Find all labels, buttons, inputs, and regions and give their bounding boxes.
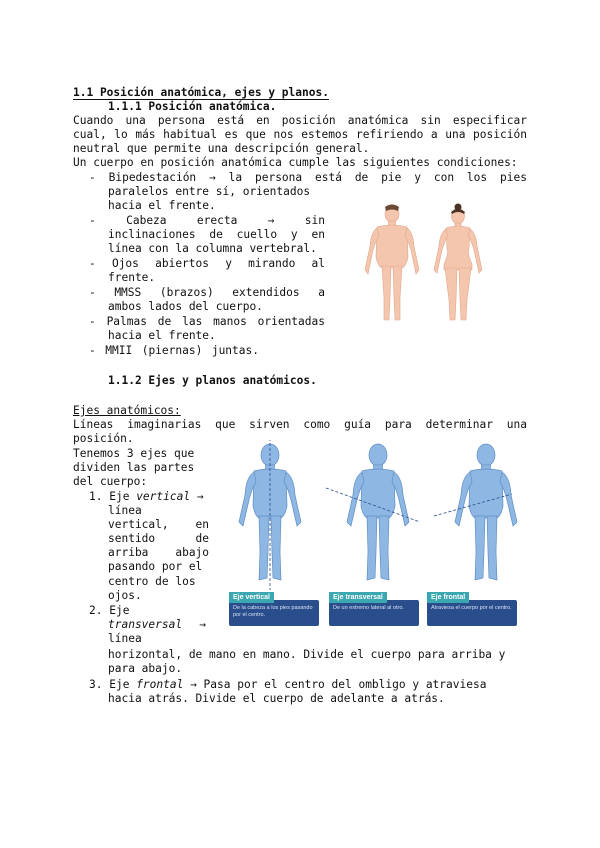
- tab-eje-frontal: Eje frontal: [427, 592, 469, 603]
- bullet-3-line-1-word: y: [225, 257, 232, 270]
- bullet-3-line-1-word: mirando: [248, 257, 296, 270]
- female-figure-icon: [418, 202, 498, 327]
- ejes-line-1-word: como: [303, 418, 331, 431]
- bullet-5-line-1-word: orientadas: [257, 315, 325, 328]
- intro-line-2-word: que: [245, 128, 266, 141]
- bullet-3-line-1: [89, 257, 325, 271]
- item-2-line-4: horizontal, de mano en mano. Divide el cuerpo para arriba y: [108, 648, 506, 661]
- intro-line-2-word: estemos: [301, 128, 349, 141]
- intro-line-1-word: Cuando: [73, 114, 114, 127]
- intro-line-1-word: en: [256, 114, 270, 127]
- bullet-1-line-2: paralelos entre sí, orientados: [108, 185, 311, 198]
- ejes-line-2: posición.: [73, 432, 134, 445]
- bullet-1-line-1-word: pies: [500, 171, 527, 184]
- card-eje-transversal: De un extremo lateral al otro.: [329, 600, 419, 626]
- card-eje-vertical: De la cabeza a los pies pasando por el centro.: [229, 600, 319, 626]
- bullet-6-line-1-word: juntas.: [211, 344, 259, 357]
- bullet-2-line-1-word: erecta: [196, 214, 238, 227]
- item-3-line-2: hacia atrás. Divide el cuerpo de adelante a atrás.: [108, 692, 445, 705]
- bullet-4-line-1: [89, 286, 325, 300]
- bullet-2-line-2: [108, 228, 325, 242]
- bullet-3-line-1-word: al: [311, 257, 325, 270]
- conditions-intro: Un cuerpo en posición anatómica cumple las siguientes condiciones:: [73, 156, 518, 169]
- intro-line-2-word: una: [445, 128, 466, 141]
- bullet-1-line-1-word: está: [315, 171, 342, 184]
- intro-line-3: neutral que permite una descripción general.: [73, 142, 370, 155]
- ejes-heading: Ejes anatómicos:: [73, 404, 181, 417]
- bullet-1-line-1-word: con: [433, 171, 455, 184]
- item-1-line-2: línea: [108, 504, 142, 517]
- section-title: 1.1 Posición anatómica, ejes y planos.: [73, 86, 329, 99]
- bullet-2-line-2-word: de: [209, 228, 223, 241]
- bullet-2-line-2-word: y: [290, 228, 298, 241]
- bullet-3-line-1-word: Ojos: [111, 257, 139, 270]
- bullet-4-line-1-word: (brazos): [159, 286, 214, 299]
- bullet-5-line-1-word: Palmas: [106, 315, 147, 328]
- bullet-1-line-1-word: -: [89, 171, 96, 184]
- bullet-2-line-1-word: →: [267, 214, 275, 227]
- bullet-5-line-2: hacia el frente.: [108, 329, 216, 342]
- ejes-line-1-word: Líneas: [73, 418, 114, 431]
- ejes-line-1-word: imaginarias: [127, 418, 202, 431]
- intro-line-2-word: a: [430, 128, 438, 141]
- bullet-1-line-1-word: y: [414, 171, 421, 184]
- card-eje-frontal: Atraviesa el cuerpo por el centro.: [427, 600, 517, 626]
- tab-eje-transversal: Eje transversal: [329, 592, 387, 603]
- bullet-4-line-1-word: -: [89, 286, 96, 299]
- bullet-4-line-1-word: a: [318, 286, 325, 299]
- bullet-2-line-1-word: -: [89, 214, 96, 227]
- bullet-5-line-1-word: manos: [213, 315, 247, 328]
- intro-line-1-word: una: [125, 114, 146, 127]
- bullet-1-line-1-word: Bipedestación: [108, 171, 197, 184]
- intro-line-1-word: especificar: [452, 114, 527, 127]
- intro-line-1-word: está: [217, 114, 245, 127]
- intro-line-2-word: más: [135, 128, 156, 141]
- item-1-line-8: ojos.: [108, 589, 142, 602]
- intro-line-1-word: sin: [420, 114, 441, 127]
- ejes-line-1-word: determinar: [425, 418, 493, 431]
- bullet-2-line-1-word: Cabeza: [126, 214, 167, 227]
- intro-line-1-word: posición: [281, 114, 336, 127]
- ejes-line-1: [73, 418, 527, 432]
- tenemos-line-1: Tenemos 3 ejes que: [73, 447, 195, 460]
- item-1-line-6: pasando por el: [108, 560, 203, 573]
- bullet-2-line-2-word: en: [311, 228, 325, 241]
- intro-line-2-word: lo: [114, 128, 128, 141]
- intro-line-2-word: es: [224, 128, 239, 141]
- bullet-1-line-1-word: la: [228, 171, 243, 184]
- item-2-line-3: línea: [108, 632, 142, 645]
- intro-line-1-word: persona: [157, 114, 206, 127]
- bullet-5-line-1-word: de: [157, 315, 172, 328]
- bullet-2-line-1: [89, 214, 325, 228]
- ejes-line-1-word: guía: [344, 418, 372, 431]
- item-1-line-4: sentido de: [108, 532, 210, 545]
- bullet-2-line-2-word: cuello: [236, 228, 278, 241]
- bullet-4-line-1-word: extendidos: [232, 286, 300, 299]
- ejes-line-1-word: una: [506, 418, 527, 431]
- bullet-1-line-1-word: persona: [254, 171, 303, 184]
- intro-line-2-word: posición: [473, 128, 527, 141]
- subsection-title-2: 1.1.2 Ejes y planos anatómicos.: [108, 374, 317, 387]
- item-3-line-1: 3. Eje frontal → Pasa por el centro del ombligo y atraviesa: [89, 678, 487, 691]
- item-2-line-5: para abajo.: [108, 662, 183, 675]
- bullet-5-line-1-word: las: [182, 315, 203, 328]
- bullet-5-line-1: [89, 315, 325, 329]
- bullet-6-line-1-word: (piernas): [141, 344, 203, 357]
- intro-line-1: [73, 114, 527, 128]
- bullet-1-line-1: [89, 171, 527, 185]
- tab-eje-vertical: Eje vertical: [229, 592, 274, 603]
- bullet-2-line-1-word: sin: [304, 214, 325, 227]
- bullet-5-line-1-word: -: [89, 315, 96, 328]
- item-1-line-5: arriba abajo: [108, 546, 210, 559]
- bullet-1-line-3: hacia el frente.: [108, 199, 216, 212]
- intro-line-1-word: anatómica: [347, 114, 409, 127]
- bullet-3-line-2: frente.: [108, 271, 156, 284]
- intro-line-2-word: habitual: [163, 128, 218, 141]
- ejes-line-1-word: que: [215, 418, 236, 431]
- bullet-1-line-1-word: de: [354, 171, 369, 184]
- intro-line-2-word: refiriendo: [355, 128, 424, 141]
- bullet-4-line-2: ambos lados del cuerpo.: [108, 300, 263, 313]
- bullet-2-line-3: línea con la columna vertebral.: [108, 242, 317, 255]
- ejes-line-1-word: sirven: [249, 418, 290, 431]
- bullet-1-line-1-word: pie: [381, 171, 402, 184]
- tenemos-line-2: dividen las partes: [73, 461, 195, 474]
- bullet-4-line-1-word: MMSS: [114, 286, 142, 299]
- bullet-6-line-1: [89, 344, 259, 358]
- subsection-title-1: 1.1.1 Posición anatómica.: [108, 100, 277, 113]
- intro-line-2-word: cual,: [73, 128, 107, 141]
- intro-line-2-word: nos: [273, 128, 294, 141]
- bullet-6-line-1-word: MMII: [105, 344, 133, 357]
- ejes-line-1-word: para: [384, 418, 412, 431]
- bullet-1-line-1-word: →: [209, 171, 216, 184]
- bullet-3-line-1-word: abiertos: [155, 257, 209, 270]
- bullet-3-line-1-word: -: [89, 257, 96, 270]
- intro-line-2: [73, 128, 527, 142]
- item-1-line-1: 1. Eje vertical →: [89, 490, 204, 503]
- item-1-line-3: vertical, en: [108, 518, 210, 531]
- bullet-2-line-2-word: inclinaciones: [108, 228, 196, 241]
- tenemos-line-3: del cuerpo:: [73, 475, 148, 488]
- bullet-6-line-1-word: -: [89, 344, 96, 357]
- item-1-line-7: centro de los: [108, 575, 196, 588]
- item-2-line-1: 2. Eje: [89, 604, 130, 617]
- bullet-1-line-1-word: los: [466, 171, 488, 184]
- item-2-line-2: transversal →: [108, 618, 206, 631]
